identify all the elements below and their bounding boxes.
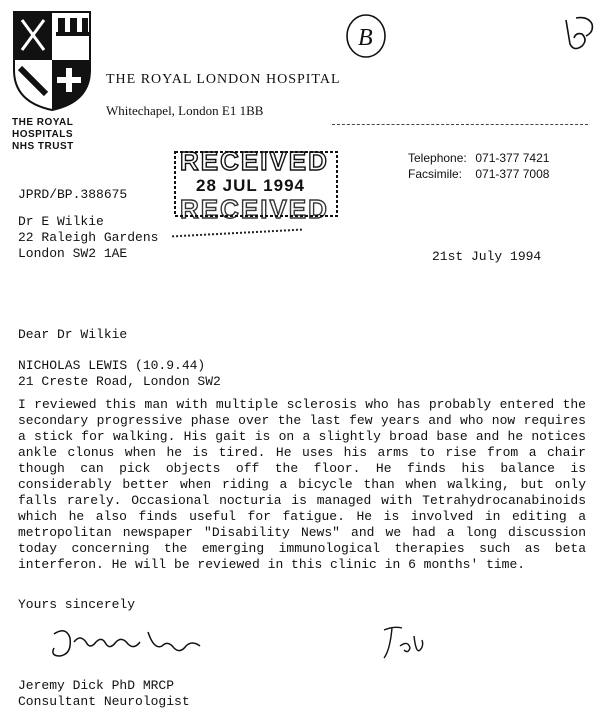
signer-title: Consultant Neurologist — [18, 694, 190, 709]
hospital-address: Whitechapel, London E1 1BB — [106, 103, 264, 118]
closing: Yours sincerely — [18, 597, 136, 612]
patient-address: 21 Creste Road, London SW2 — [18, 374, 221, 389]
signature-icon — [44, 620, 214, 666]
letter-body: I reviewed this man with multiple sclerosis who has probably entered the secondary progressive phase over the last few years and who now requires a stick for walking. His gait is on a slightly broad base and he notices ankle clonus when he is tired. He uses his arms to rise from a chair though can pick objects off the floor. He finds his balance is considerably better when riding a bicycle than when walking, but only falls rarely. Occasional nocturia is managed with Tetrahydrocanabinoids which he also finds useful for fatigue. He is involved in editing a metropolitan newspaper "Disability News" and we had a long discussion today concerning the emerging immunological therapies such as beta interferon. He will be reviewed in this clinic in 6 months' time. — [18, 397, 586, 572]
reference-number: JPRD/BP.388675 — [18, 187, 128, 202]
recipient-address — [18, 214, 158, 262]
telephone-number: 071-377 7421 — [475, 151, 550, 165]
stamp-date: 28 JUL 1994 — [196, 176, 305, 195]
fax-label: Facsimile: — [408, 167, 463, 181]
trust-name: THE ROYAL HOSPITALS NHS TRUST — [12, 117, 74, 152]
stamp-word: RECEIVED — [180, 146, 329, 176]
salutation: Dear Dr Wilkie — [18, 327, 128, 342]
initials-icon — [378, 620, 428, 666]
telephone-label: Telephone: — [408, 151, 467, 165]
circled-annotation-icon — [344, 12, 388, 60]
patient-name: NICHOLAS LEWIS (10.9.44) — [18, 358, 206, 373]
handwritten-mark-icon — [562, 14, 596, 54]
stamp-word-lower: RECEIVED — [180, 194, 329, 222]
hospital-name: THE ROYAL LONDON HOSPITAL — [106, 72, 341, 87]
signer-block — [18, 678, 190, 710]
fax-number: 071-377 7008 — [475, 167, 550, 181]
letter-date: 21st July 1994 — [432, 249, 542, 264]
contact-block — [408, 150, 549, 182]
recipient-street: 22 Raleigh Gardens — [18, 230, 159, 245]
hospital-crest-logo — [12, 10, 92, 112]
recipient-city: London SW2 1AE — [18, 246, 128, 261]
patient-details — [18, 358, 221, 390]
stamp-pointer-line — [172, 229, 302, 238]
recipient-name: Dr E Wilkie — [18, 214, 104, 229]
circled-letter: B — [358, 25, 373, 51]
signer-name: Jeremy Dick PhD MRCP — [18, 678, 175, 693]
letterhead-divider — [332, 124, 588, 125]
